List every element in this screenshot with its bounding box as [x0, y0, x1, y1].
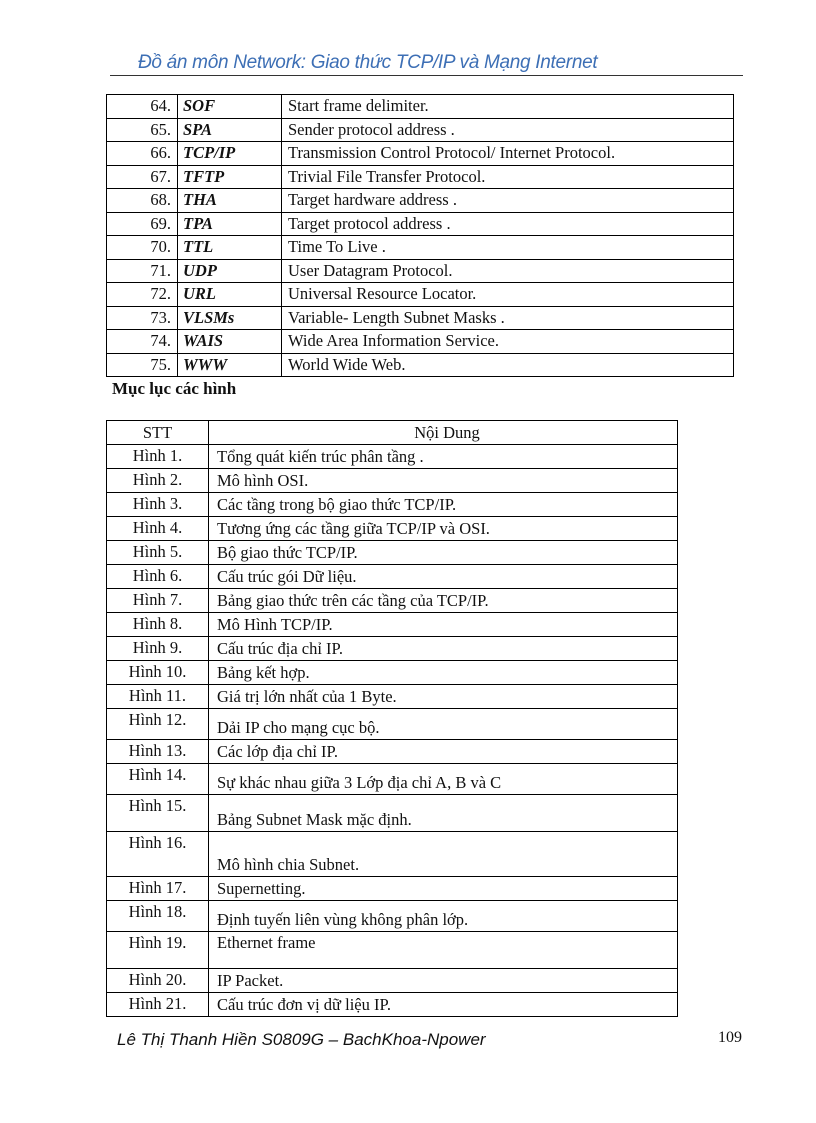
- abbreviation-code: WWW: [178, 353, 282, 377]
- figure-caption: Cấu trúc gói Dữ liệu.: [209, 565, 678, 589]
- figure-caption: Tương ứng các tầng giữa TCP/IP và OSI.: [209, 517, 678, 541]
- abbreviation-code: UDP: [178, 259, 282, 283]
- abbreviation-row: [107, 259, 734, 283]
- abbreviation-code: TCP/IP: [178, 142, 282, 166]
- figure-caption: Tổng quát kiến trúc phân tầng .: [209, 445, 678, 469]
- abbreviation-number: 66.: [107, 142, 178, 166]
- figure-row: [107, 709, 678, 740]
- figures-section-title: Mục lục các hình: [112, 379, 237, 398]
- figure-caption: Cấu trúc đơn vị dữ liệu IP.: [209, 993, 678, 1017]
- abbreviation-number: 74.: [107, 330, 178, 354]
- abbreviation-description: Sender protocol address .: [282, 118, 734, 142]
- figure-caption: Mô hình OSI.: [209, 469, 678, 493]
- abbreviation-number: 68.: [107, 189, 178, 213]
- figure-row: [107, 969, 678, 993]
- figure-number: Hình 6.: [107, 565, 209, 589]
- figure-caption: Supernetting.: [209, 877, 678, 901]
- abbreviation-description: Time To Live .: [282, 236, 734, 260]
- abbreviation-number: 75.: [107, 353, 178, 377]
- figure-row: [107, 901, 678, 932]
- abbreviation-description: World Wide Web.: [282, 353, 734, 377]
- figure-caption: Bảng giao thức trên các tầng của TCP/IP.: [209, 589, 678, 613]
- figure-number: Hình 16.: [107, 832, 209, 877]
- abbreviation-description: Target hardware address .: [282, 189, 734, 213]
- abbreviation-row: [107, 118, 734, 142]
- abbreviation-code: THA: [178, 189, 282, 213]
- figure-row: [107, 685, 678, 709]
- abbreviation-number: 65.: [107, 118, 178, 142]
- figure-caption: Các tầng trong bộ giao thức TCP/IP.: [209, 493, 678, 517]
- figure-caption: Mô hình chia Subnet.: [209, 832, 678, 877]
- header-rule: [110, 75, 743, 76]
- abbreviation-description: Transmission Control Protocol/ Internet Protocol.: [282, 142, 734, 166]
- figures-table-header: [107, 421, 678, 445]
- figure-number: Hình 14.: [107, 764, 209, 795]
- abbreviation-table: [106, 94, 734, 377]
- abbreviation-code: SPA: [178, 118, 282, 142]
- figure-number: Hình 1.: [107, 445, 209, 469]
- figure-row: [107, 565, 678, 589]
- figure-row: [107, 993, 678, 1017]
- abbreviation-row: [107, 95, 734, 119]
- abbreviation-description: Universal Resource Locator.: [282, 283, 734, 307]
- figure-row: [107, 589, 678, 613]
- figure-number: Hình 21.: [107, 993, 209, 1017]
- figure-caption: Bảng Subnet Mask mặc định.: [209, 795, 678, 832]
- figure-row: [107, 517, 678, 541]
- abbreviation-code: URL: [178, 283, 282, 307]
- figure-row: [107, 541, 678, 565]
- figure-row: [107, 469, 678, 493]
- abbreviation-number: 72.: [107, 283, 178, 307]
- figure-number: Hình 12.: [107, 709, 209, 740]
- figure-caption: Cấu trúc địa chỉ IP.: [209, 637, 678, 661]
- figure-number: Hình 9.: [107, 637, 209, 661]
- figure-number: Hình 17.: [107, 877, 209, 901]
- figure-caption: Ethernet frame: [209, 932, 678, 969]
- figure-caption: IP Packet.: [209, 969, 678, 993]
- abbreviation-number: 70.: [107, 236, 178, 260]
- figure-row: [107, 832, 678, 877]
- figure-number: Hình 11.: [107, 685, 209, 709]
- figure-row: [107, 932, 678, 969]
- abbreviation-description: User Datagram Protocol.: [282, 259, 734, 283]
- figure-caption: Sự khác nhau giữa 3 Lớp địa chỉ A, B và C: [209, 764, 678, 795]
- abbreviation-row: [107, 330, 734, 354]
- figures-table: [106, 420, 678, 1017]
- figure-caption: Bảng kết hợp.: [209, 661, 678, 685]
- figure-row: [107, 740, 678, 764]
- figure-number: Hình 19.: [107, 932, 209, 969]
- figure-row: [107, 613, 678, 637]
- figure-number: Hình 3.: [107, 493, 209, 517]
- abbreviation-number: 73.: [107, 306, 178, 330]
- figure-caption: Các lớp địa chỉ IP.: [209, 740, 678, 764]
- footer-author: Lê Thị Thanh Hiền S0809G – BachKhoa-Npower: [117, 1030, 486, 1049]
- abbreviation-description: Wide Area Information Service.: [282, 330, 734, 354]
- figure-row: [107, 877, 678, 901]
- abbreviation-description: Start frame delimiter.: [282, 95, 734, 119]
- abbreviation-number: 64.: [107, 95, 178, 119]
- page-header-title: Đồ án môn Network: Giao thức TCP/IP và Mạng Internet: [138, 52, 598, 73]
- abbreviation-row: [107, 189, 734, 213]
- figure-row: [107, 445, 678, 469]
- abbreviation-description: Trivial File Transfer Protocol.: [282, 165, 734, 189]
- figure-number: Hình 7.: [107, 589, 209, 613]
- page-number: 109: [718, 1029, 742, 1046]
- figure-number: Hình 20.: [107, 969, 209, 993]
- figure-number: Hình 4.: [107, 517, 209, 541]
- figure-caption: Định tuyến liên vùng không phân lớp.: [209, 901, 678, 932]
- abbreviation-row: [107, 165, 734, 189]
- figure-number: Hình 10.: [107, 661, 209, 685]
- figure-number: Hình 8.: [107, 613, 209, 637]
- abbreviation-code: VLSMs: [178, 306, 282, 330]
- figure-caption: Dải IP cho mạng cục bộ.: [209, 709, 678, 740]
- figure-row: [107, 661, 678, 685]
- figure-caption: Bộ giao thức TCP/IP.: [209, 541, 678, 565]
- abbreviation-code: SOF: [178, 95, 282, 119]
- col-header-stt: STT: [107, 421, 209, 445]
- abbreviation-row: [107, 236, 734, 260]
- figure-number: Hình 18.: [107, 901, 209, 932]
- abbreviation-code: TFTP: [178, 165, 282, 189]
- figure-row: [107, 795, 678, 832]
- figure-number: Hình 2.: [107, 469, 209, 493]
- abbreviation-code: TTL: [178, 236, 282, 260]
- abbreviation-row: [107, 212, 734, 236]
- figure-row: [107, 764, 678, 795]
- abbreviation-row: [107, 353, 734, 377]
- figure-row: [107, 493, 678, 517]
- abbreviation-description: Variable- Length Subnet Masks .: [282, 306, 734, 330]
- abbreviation-row: [107, 306, 734, 330]
- figure-number: Hình 5.: [107, 541, 209, 565]
- abbreviation-code: TPA: [178, 212, 282, 236]
- abbreviation-number: 67.: [107, 165, 178, 189]
- figure-caption: Giá trị lớn nhất của 1 Byte.: [209, 685, 678, 709]
- figure-number: Hình 13.: [107, 740, 209, 764]
- abbreviation-row: [107, 283, 734, 307]
- col-header-content: Nội Dung: [209, 421, 678, 445]
- abbreviation-code: WAIS: [178, 330, 282, 354]
- abbreviation-number: 71.: [107, 259, 178, 283]
- figure-number: Hình 15.: [107, 795, 209, 832]
- abbreviation-description: Target protocol address .: [282, 212, 734, 236]
- figure-caption: Mô Hình TCP/IP.: [209, 613, 678, 637]
- abbreviation-row: [107, 142, 734, 166]
- abbreviation-number: 69.: [107, 212, 178, 236]
- figure-row: [107, 637, 678, 661]
